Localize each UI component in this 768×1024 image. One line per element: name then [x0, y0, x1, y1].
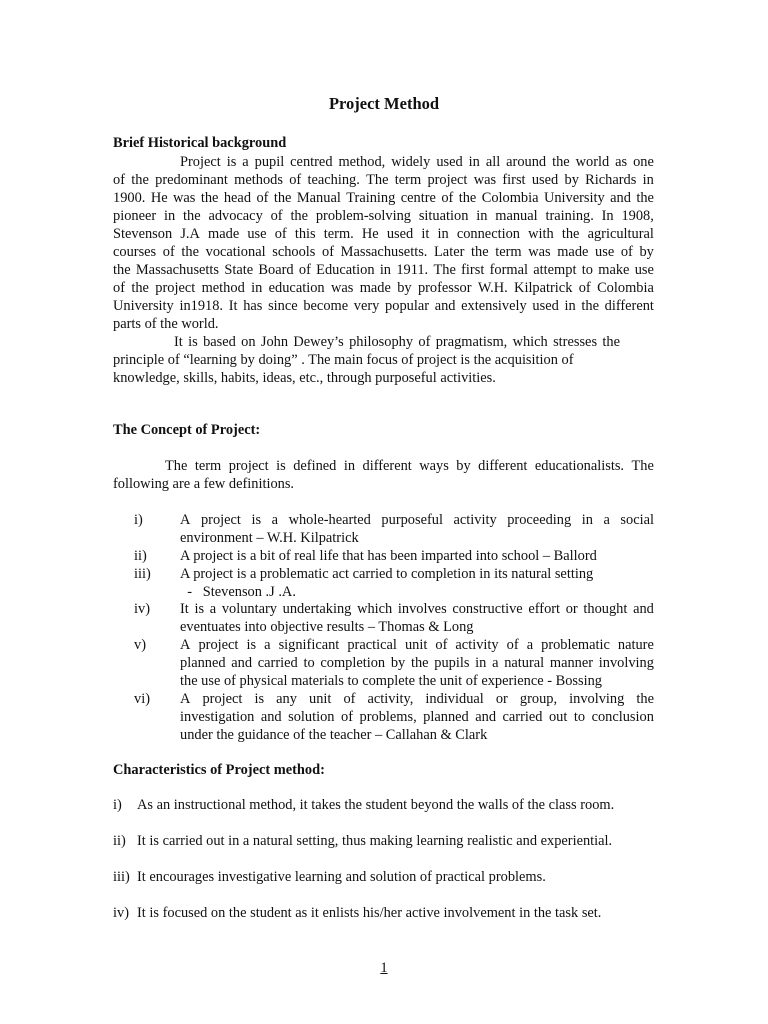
history-line: knowledge, skills, habits, ideas, etc., through purposeful activities.: [113, 370, 496, 386]
history-line: the Massachusetts State Board of Education in 1911. The first formal attempt to make use: [113, 262, 654, 278]
characteristic-text: As an instructional method, it takes the student beyond the walls of the class room.: [137, 797, 615, 813]
history-line: courses of the vocational schools of Massachusetts. Later the term was made use of by: [113, 244, 654, 260]
definition-line: A project is a whole-hearted purposeful activity proceeding in a social: [180, 512, 654, 528]
history-line: University in1918. It has since become very popular and extensively used in the different: [113, 298, 654, 314]
characteristic-number: iv): [113, 905, 129, 921]
definition-line: A project is a significant practical unit of activity of a problematic nature: [180, 637, 654, 653]
definition-number: iii): [134, 566, 151, 582]
definition-line: - Stevenson .J .A.: [180, 584, 296, 600]
concept-intro-line: The term project is defined in different ways by different educationalists. The: [165, 458, 654, 474]
definition-number: i): [134, 512, 143, 528]
history-line: It is based on John Dewey’s philosophy of pragmatism, which stresses the: [174, 334, 620, 350]
history-heading: Brief Historical background: [113, 135, 287, 151]
concept-heading: The Concept of Project:: [113, 422, 261, 438]
characteristic-number: i): [113, 797, 122, 813]
history-line: parts of the world.: [113, 316, 219, 332]
definition-line: under the guidance of the teacher – Callahan & Clark: [180, 727, 488, 743]
definition-number: ii): [134, 548, 147, 564]
history-line: 1900. He was the head of the Manual Training centre of the Colombia University and the: [113, 190, 654, 206]
definition-line: planned and carried to completion by the pupils in a natural manner involving: [180, 655, 654, 671]
definition-line: It is a voluntary undertaking which involves constructive effort or thought and: [180, 601, 654, 617]
history-line: Stevenson J.A made use of this term. He used it in connection with the agricultural: [113, 226, 654, 242]
characteristic-text: It is focused on the student as it enlists his/her active involvement in the task set.: [137, 905, 602, 921]
concept-intro-line: following are a few definitions.: [113, 476, 295, 492]
history-line: of the project method in education was made by professor W.H. Kilpatrick of Colombia: [113, 280, 654, 296]
definition-line: A project is any unit of activity, individual or group, involving the: [180, 691, 654, 707]
definition-line: A project is a bit of real life that has been imparted into school – Ballord: [180, 548, 597, 564]
definition-line: environment – W.H. Kilpatrick: [180, 530, 359, 546]
history-line: pioneer in the advocacy of the problem-solving situation in manual training. In 1908,: [113, 208, 654, 224]
characteristic-number: ii): [113, 833, 126, 849]
characteristics-heading: Characteristics of Project method:: [113, 762, 325, 778]
history-line: of the predominant methods of teaching. The term project was first used by Richards in: [113, 172, 654, 188]
page-title: Project Method: [328, 94, 440, 113]
definition-line: the use of physical materials to complete the unit of experience - Bossing: [180, 673, 603, 689]
definition-number: iv): [134, 601, 150, 617]
definition-number: vi): [134, 691, 150, 707]
history-line: principle of “learning by doing” . The main focus of project is the acquisition of: [113, 352, 574, 368]
characteristic-number: iii): [113, 869, 130, 885]
definition-line: A project is a problematic act carried to completion in its natural setting: [180, 566, 594, 582]
history-line: Project is a pupil centred method, widely used in all around the world as one: [180, 154, 654, 170]
characteristic-text: It encourages investigative learning and solution of practical problems.: [137, 869, 546, 885]
characteristic-text: It is carried out in a natural setting, thus making learning realistic and experiential.: [137, 833, 613, 849]
definition-line: investigation and solution of problems, planned and carried out to conclusion: [180, 709, 654, 725]
page-number: 1: [380, 960, 388, 976]
definition-number: v): [134, 637, 146, 653]
definition-line: eventuates into objective results – Thomas & Long: [180, 619, 474, 635]
